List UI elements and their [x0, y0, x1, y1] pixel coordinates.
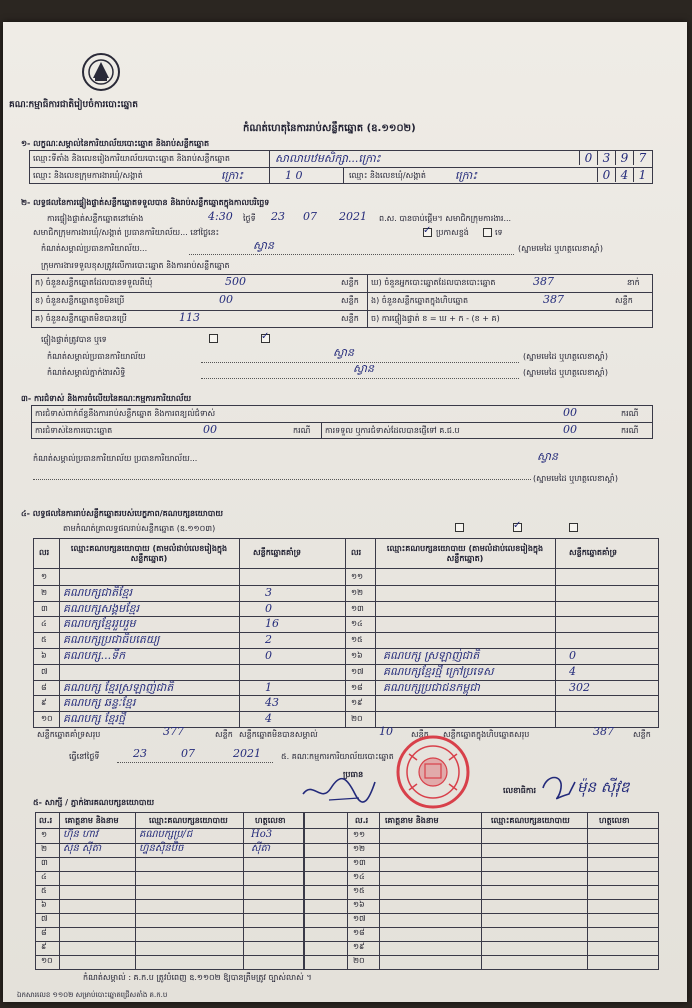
row-number: ៩ [41, 942, 47, 951]
bottom-note: ឯកសារលេខ ១១០២ សម្រាប់បោះឆ្នោតជ្រើសតាំង គ.ក.ប [17, 991, 168, 999]
row-number: ២០ [351, 714, 363, 723]
witness-name: ស៊ុន ស៊ីតា [63, 843, 102, 854]
party-name: គណបក្ស ខ្មែរថ្មី [63, 712, 126, 725]
secretary-signature-icon [539, 770, 579, 802]
count-start-time: 4:30 [208, 210, 233, 223]
row-number: ១៨ [351, 683, 363, 692]
count-start-day: 23 [271, 210, 285, 223]
party-name: គណបក្ស ខ្មែរស្រឡាញ់ជាតិ [63, 681, 174, 694]
row-number: ៧ [41, 914, 48, 923]
row-number: ១៦ [353, 900, 365, 909]
chief-signature-icon [299, 770, 379, 810]
document-page: គណៈកម្មាធិការជាតិរៀបចំការបោះឆ្នោត កំណត់ហេតុនៃការរាប់សន្លឹកឆ្នោត (ឧ.១១០២) ១- លក្ខណៈសម្គាល់នៃការិយាល័យបោះឆ្នោត និងរាប់សន្លឹកឆ្នោត ឈ្មោះទីតាំង និងលេខរៀងការិយាល័យបោះឆ្នោត និងរាប់សន្លឹកឆ្នោត សាលាបឋមសិក្សា...ក្រោះ 0 3 9 7 ឈ្មោះ និងលេខក្រុមការងារឃុំ/សង្កាត់ ក្រោះ 1 0 ឈ្មោះ និងលេខឃុំ/សង្កាត់ ក្រោះ 0 4 1 ២- លទ្ធផលនៃការផ្ទៀងផ្ទាត់សន្លឹកឆ្នោតទទួលបាន និងរាប់សន្លឹកឆ្នោតក្នុងកាលបរិច្ឆេទ ការផ្ទៀងផ្ទាត់សន្លឹកឆ្នោតនៅម៉ោង 4:30 ថ្ងៃទី 23 07 2021 ព.ស. បានចាប់ផ្តើម។ សមាជិកក្រុមការងារ... សមាជិកក្រុមការងារឃុំ/សង្កាត់ ប្រធានការិយាល័យ... នៅថ្ងៃនេះ ✓ ប្រកាសខ្ទង់ ទេ កំណត់សម្គាល់ប្រធានការិយាល័យ... ស្វាន (ស្នាមមេដៃ ឬហត្ថលេខាស្តាំ) ក្រុមការងារទទួលខុសត្រូវលើការបោះឆ្នោត និងការរាប់សន្លឹកឆ្នោត ក) ចំនួនសន្លឹកឆ្នោតដែលបានទទួលពីឃុំ 500 សន្លឹក ឃ) ចំនួនអ្នកបោះឆ្នោតដែលបានបោះឆ្នោត 387 នាក់ ខ) ចំនួនសន្លឹកឆ្នោតខូចមិនប្រើ 00 សន្លឹក ង) ចំនួនសន្លឹកឆ្នោតក្នុងហិបឆ្នោត 387 សន្លឹក គ) ចំនួនសន្លឹកឆ្នោតមិនបានប្រើ 113 សន្លឹក ច) ការផ្ទៀងផ្ទាត់ ខ = ឃ + ក - (ខ + គ) ផ្ទៀងផ្ទាត់ត្រូវបាន ឬទេ ✓ កំណត់សម្គាល់ប្រធានការិយាល័យ ស្វាន (ស្នាមមេដៃ ឬហត្ថលេខាស្តាំ) កំណត់សម្គាល់ភ្នាក់ងារសិទ្ធិ ស្វាន (ស្នាមមេដៃ ឬហត្ថលេខាស្តាំ) ៣- ការជំទាស់ និងការចំលើយនៃគណៈកម្មការការិយាល័យ ការជំទាស់ពាក់ព័ន្ធនឹងការរាប់សន្លឹកឆ្នោត និងការពន្យល់ជំទាស់ 00 ករណី ការជំទាស់នៃការបោះឆ្នោត 00 ករណី ការទទួល ឬការជំទាស់ដែលបានផ្ញើទៅ គ.ជ.ប 00 ករណី កំណត់សម្គាល់ប្រធានការិយាល័យ ប្រធានការិយាល័យ... ស្វាន (ស្នាមមេដៃ ឬហត្ថលេខាស្តាំ) ៤- លទ្ធផលនៃការរាប់សន្លឹកឆ្នោតរបស់បេក្ខភាព/គណបក្សនយោបាយ តាមកំណត់ត្រាលទ្ធផលរាប់សន្លឹកឆ្នោត (ឧ.១១០៣) ✓ លរ ឈ្មោះគណបក្សនយោបាយ (តាមលំដាប់លេខរៀងក្នុងសន្លឹកឆ្នោត) សន្លឹកឆ្នោតគាំទ្រ លរ ឈ្មោះគណបក្សនយោបាយ (តាមលំដាប់លេខរៀងក្នុងសន្លឹកឆ្នោត) សន្លឹកឆ្នោតគាំទ្រ ១ ១១ ២ គណបក្សជាតិខ្មែរ 3 ១២ ៣ គណបក្សសង្គមខ្មែរ 0 ១៣ ៤ គណបក្សខ្មែររួបរួម 16 ១៤ ៥ គណបក្សប្រជាធិបតេយ្យ 2 ១៥ ៦ គណបក្ស...ទឹក 0 ១៦ គណបក្ស ស្រឡាញ់ជាតិ 0 ៧ ១៧ គណបក្សខ្មែរថ្មី ក្រៅប្រទេស 4 ៨ គណបក្ស ខ្មែរស្រឡាញ់ជាតិ 1 ១៨ គណបក្សប្រជាជនកម្ពុជា 302 ៩ គណបក្ស ឆន្ទៈខ្មែរ 43 ១៩ ១០ គណបក្ស ខ្មែរថ្មី 4 ២០ សន្លឹកឆ្នោតគាំទ្រសរុប 377 សន្លឹក សន្លឹកឆ្នោតមិនបានសម្គាល់ 10 សន្លឹក សន្លឹកឆ្នោតក្នុងហិបឆ្នោតសរុប 387 សន្លឹក ធ្វើនៅថ្ងៃទី 23 07 2021 ៥. គណៈកម្មការការិយាល័យបោះឆ្នោត ប្រធាន លេខាធិការ ម៉ុន ស៊ីវុឌ ៥- សាក្សី / ភ្នាក់ងារគណបក្សនយោបាយ ល.រ គោត្តនាម និងនាម ឈ្មោះគណបក្សនយោបាយ ហត្ថលេខា ល.រ គោត្តនាម និងនាម ឈ្មោះគណបក្សនយោបាយ ហត្ថលេខា ១ ១១ ហ៊ុន ហាវ គណបក្សប្រ/ជ Ho3 ២ ១២ ស៊ុន ស៊ីតា ហ្វ៊ុនស៊ិនប៊ិច ស៊ីតា ៣ ១៣ ៤ ១៤ ៥ ១៥ ៦ ១៦ ៧ ១៧ ៨ ១៨ ៩ ១៩ ១០ ២០ កំណត់សម្គាល់ : គ.ក.ប ត្រូវបំពេញ ឧ.១១០២ ឱ្យបានត្រឹមត្រូវ ច្បាស់លាស់ ។ ឯកសារលេខ ១១០២ សម្រាប់បោះឆ្នោតជ្រើសតាំង គ.ក.ប [3, 22, 687, 1002]
option-checkbox-3[interactable] [569, 523, 578, 532]
option-checkbox-1[interactable] [455, 523, 464, 532]
row-number: ១៧ [353, 914, 366, 923]
row-number: ១៩ [351, 698, 363, 707]
chief-signature-2: ស្វាន [333, 346, 354, 359]
party-name: គណបក្សខ្មែរថ្មី ក្រៅប្រទេស [383, 665, 494, 678]
party-votes: 0 [265, 649, 272, 662]
row-number: ១៤ [351, 619, 363, 628]
row-number: ១៧ [351, 667, 364, 676]
witness-party: គណបក្សប្រ/ជ [139, 829, 193, 840]
agent-signature: ស្វាន [353, 362, 374, 375]
committee-name: គណៈកម្មាធិការជាតិរៀបចំការបោះឆ្នោត [9, 100, 138, 110]
row-number: ១៣ [353, 858, 366, 867]
party-votes: 1 [265, 681, 272, 694]
secretary-name: ម៉ុន ស៊ីវុឌ [577, 778, 630, 796]
row-number: ១ [41, 572, 48, 581]
party-name: គណបក្ស ឆន្ទៈខ្មែរ [63, 696, 136, 709]
count-start-label: ការផ្ទៀងផ្ទាត់សន្លឹកឆ្នោតនៅម៉ោង [47, 214, 144, 223]
party-name: គណបក្សជាតិខ្មែរ [63, 586, 133, 599]
party-votes: 0 [265, 602, 272, 615]
total-votes-value: 377 [163, 725, 184, 738]
row-number: ១១ [351, 572, 364, 581]
form-title: កំណត់ហេតុនៃការរាប់សន្លឹកឆ្នោត (ឧ.១១០២) [243, 123, 416, 134]
sign-date-year: 2021 [233, 747, 261, 760]
ballots-spoiled-value: 00 [219, 293, 233, 306]
witness-signature: Ho3 [251, 829, 273, 840]
row-number: ១១ [353, 830, 366, 839]
election-complaints-count: 00 [203, 423, 217, 436]
party-votes: 302 [569, 681, 590, 694]
row-number: ៣ [41, 604, 48, 613]
party-votes: 4 [265, 712, 272, 725]
party-votes: 4 [569, 665, 576, 678]
party-name: គណបក្សខ្មែររួបរួម [63, 617, 136, 630]
witness-name: ហ៊ុន ហាវ [63, 829, 98, 840]
check-mark-icon: ✓ [423, 225, 432, 236]
voters-value: 387 [533, 275, 554, 288]
row-number: ២ [41, 844, 48, 853]
complaint-note-signature: ស្វាន [537, 450, 558, 463]
row-number: ៤ [41, 619, 47, 628]
count-start-year: 2021 [339, 210, 367, 223]
section4-title: ៤- លទ្ធផលនៃការរាប់សន្លឹកឆ្នោតរបស់បេក្ខភាព/គណបក្សនយោបាយ [21, 509, 224, 518]
party-name: គណបក្សប្រជាជនកម្ពុជា [383, 681, 480, 694]
forwarded-complaints-count: 00 [563, 423, 577, 436]
witness-signature: ស៊ីតា [251, 843, 271, 854]
party-votes: 16 [265, 617, 279, 630]
footnote: កំណត់សម្គាល់ : គ.ក.ប ត្រូវបំពេញ ឧ.១១០២ ឱ្យបានត្រឹមត្រូវ ច្បាស់លាស់ ។ [83, 973, 312, 982]
location-value: សាលាបឋមសិក្សា...ក្រោះ [275, 152, 381, 165]
section2-title: ២- លទ្ធផលនៃការផ្ទៀងផ្ទាត់សន្លឹកឆ្នោតទទួលបាន និងរាប់សន្លឹកឆ្នោតក្នុងកាលបរិច្ឆេទ [21, 198, 270, 207]
invalid-votes-value: 10 [379, 725, 393, 738]
check-mark-icon: ✓ [513, 520, 522, 531]
commune-value: ក្រោះ [455, 169, 478, 182]
official-seal-icon [395, 734, 471, 810]
row-number: ១៦ [351, 651, 363, 660]
row-number: ៤ [41, 872, 47, 881]
row-number: ៧ [41, 667, 48, 676]
commune-team-value: ក្រោះ [221, 169, 244, 182]
chief-signature: ស្វាន [253, 239, 274, 252]
party-votes: 43 [265, 696, 279, 709]
row-number: ៣ [41, 858, 48, 867]
row-number: ១៥ [353, 886, 365, 895]
section1-title: ១- លក្ខណៈសម្គាល់នៃការិយាល័យបោះឆ្នោត និងរាប់សន្លឹកឆ្នោត [21, 139, 210, 148]
row-number: ៥ [41, 886, 47, 895]
party-votes: 3 [265, 586, 272, 599]
party-name: គណបក្ស...ទឹក [63, 649, 126, 662]
row-number: ១២ [353, 844, 366, 853]
row-number: ៨ [41, 928, 47, 937]
count-start-month: 07 [303, 210, 317, 223]
commune-team-label: ឈ្មោះ និងលេខក្រុមការងារឃុំ/សង្កាត់ [33, 171, 143, 180]
row-number: ៥ [41, 635, 47, 644]
section5-title: ៥- សាក្សី / ភ្នាក់ងារគណបក្សនយោបាយ [33, 798, 155, 807]
commune-label: ឈ្មោះ និងលេខឃុំ/សង្កាត់ [349, 171, 426, 180]
commune-team-number: 1 0 [285, 169, 303, 182]
sign-date-month: 07 [181, 747, 195, 760]
row-number: ១៤ [353, 872, 365, 881]
verify-no-checkbox[interactable] [209, 334, 218, 343]
row-number: ៦ [41, 651, 47, 660]
party-name: គណបក្សប្រជាធិបតេយ្យ [63, 633, 160, 646]
row-number: ១៩ [353, 942, 365, 951]
row-number: ៦ [41, 900, 47, 909]
party-votes: 0 [569, 649, 576, 662]
ballots-received-value: 500 [225, 275, 246, 288]
row-number: ១៣ [351, 604, 364, 613]
party-name: គណបក្ស ស្រឡាញ់ជាតិ [383, 649, 480, 662]
ballots-in-box-value: 387 [543, 293, 564, 306]
row-number: ២ [41, 588, 48, 597]
row-number: ១២ [351, 588, 364, 597]
check-mark-icon: ✓ [261, 331, 270, 342]
party-votes: 2 [265, 633, 272, 646]
row-number: ១ [41, 830, 48, 839]
location-label: ឈ្មោះទីតាំង និងលេខរៀងការិយាល័យបោះឆ្នោត និងរាប់សន្លឹកឆ្នោត [33, 154, 230, 163]
sign-date-day: 23 [133, 747, 147, 760]
complaints-count: 00 [563, 406, 577, 419]
section3-title: ៣- ការជំទាស់ និងការចំលើយនៃគណៈកម្មការការិយាល័យ [21, 394, 192, 403]
no-checkbox[interactable] [483, 228, 492, 237]
row-number: ១៨ [353, 928, 365, 937]
row-number: ១០ [41, 714, 53, 723]
ballots-unused-value: 113 [179, 311, 200, 324]
witness-party: ហ្វ៊ុនស៊ិនប៊ិច [139, 843, 184, 854]
party-name: គណបក្សសង្គមខ្មែរ [63, 602, 140, 615]
nec-logo-icon [81, 52, 121, 92]
row-number: ១៥ [351, 635, 363, 644]
row-number: ២០ [353, 956, 365, 965]
row-number: ៩ [41, 698, 47, 707]
box-total-value: 387 [593, 725, 614, 738]
row-number: ៨ [41, 683, 47, 692]
row-number: ១០ [41, 956, 53, 965]
